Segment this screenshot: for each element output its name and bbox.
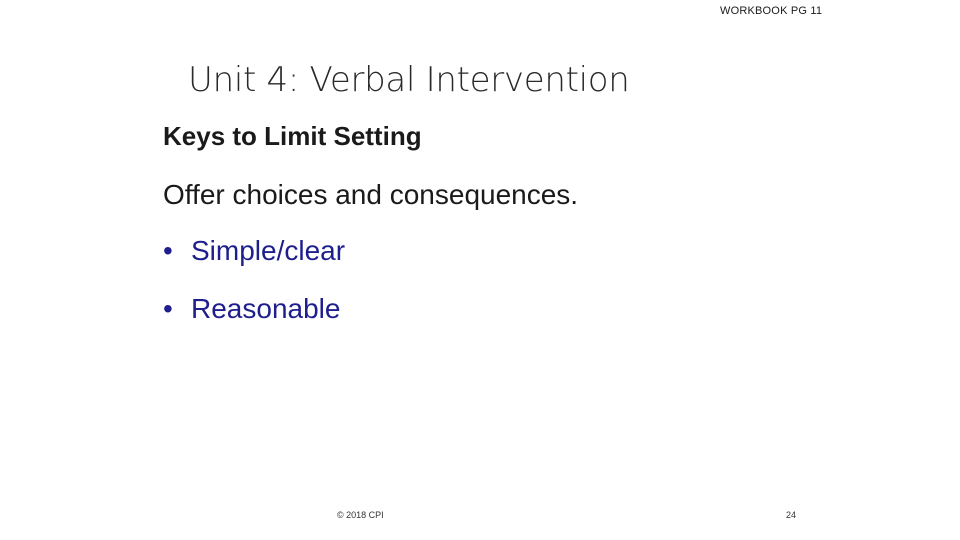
footer-copyright: © 2018 CPI <box>337 510 384 520</box>
bullet-list <box>163 235 345 351</box>
workbook-page-reference: WORKBOOK PG 11 <box>720 5 823 17</box>
slide-title: Unit 4: Verbal Intervention <box>188 60 630 100</box>
slide-subtitle: Keys to Limit Setting <box>163 121 422 151</box>
page-number: 24 <box>786 510 797 520</box>
bullet-text: Simple/clear <box>191 235 346 266</box>
bullet-item <box>163 235 345 293</box>
bullet-text: Reasonable <box>191 293 341 324</box>
bullet-marker: • <box>163 235 173 266</box>
bullet-item <box>163 293 345 351</box>
bullet-marker: • <box>163 293 173 324</box>
body-text: Offer choices and consequences. <box>163 179 579 210</box>
